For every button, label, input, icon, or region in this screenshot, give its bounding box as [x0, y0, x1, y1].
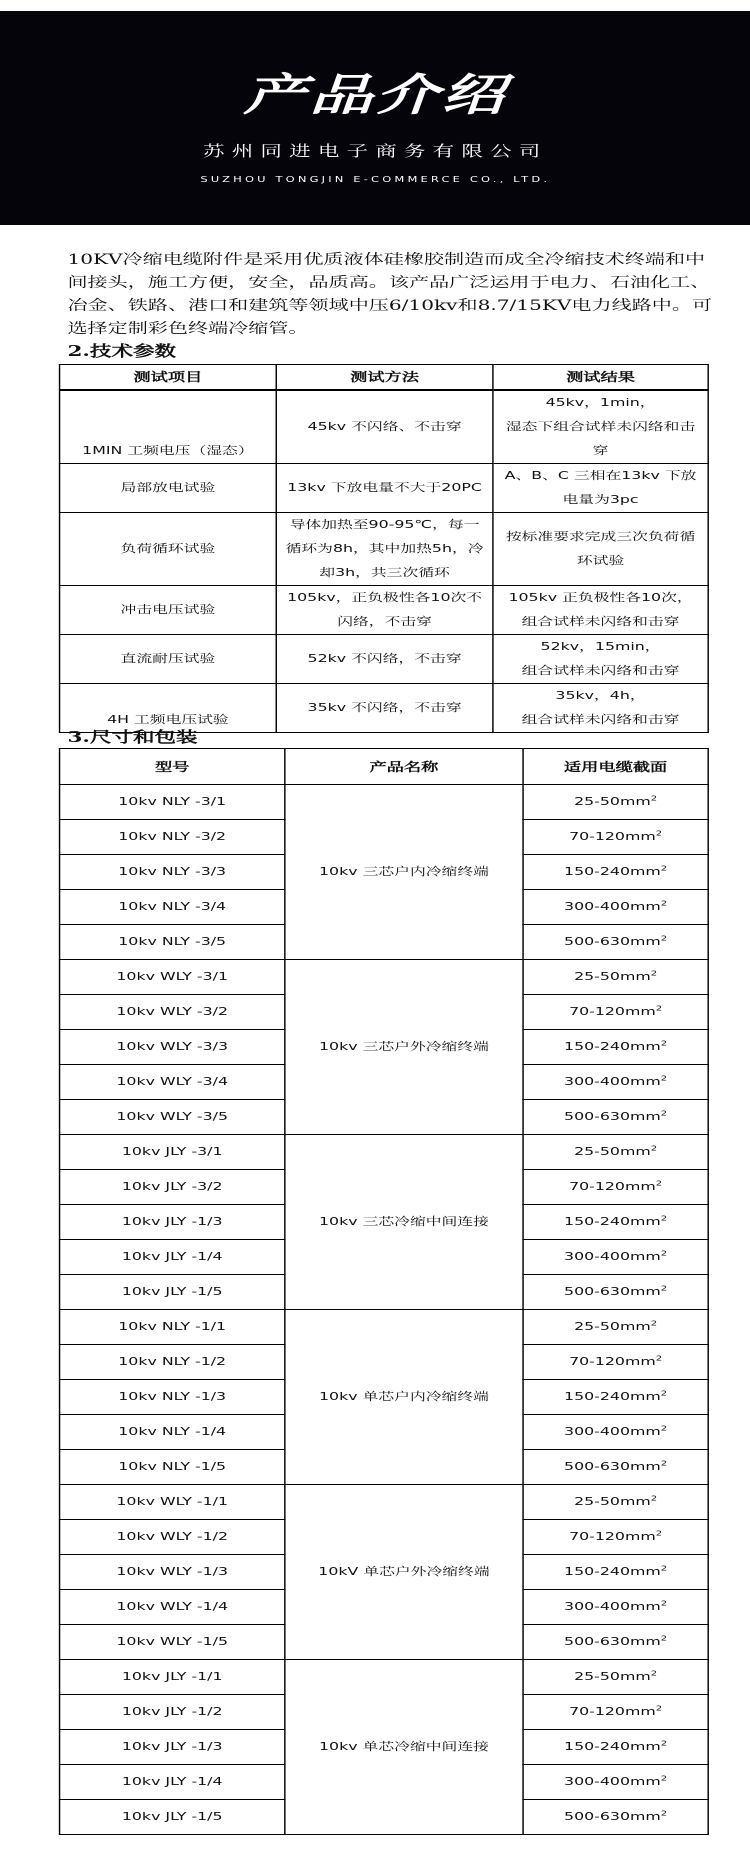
table-row — [60, 390, 709, 464]
model-cell: 10kv NLY -1/3 — [60, 1380, 285, 1415]
hero-title: 产品介绍 — [243, 70, 508, 121]
cable-section-cell — [523, 1135, 708, 1170]
cable-section-value: 500-630mm — [564, 935, 661, 948]
model-cell: 10kv NLY -1/4 — [60, 1415, 285, 1450]
cable-section-cell — [523, 1240, 708, 1275]
table-cell: 45kv 不闪络、不击穿 — [276, 390, 493, 464]
model-cell: 10kv WLY -3/4 — [60, 1065, 285, 1100]
model-cell: 10kv NLY -3/3 — [60, 855, 285, 890]
product-name-cell: 10kV 单芯户外冷缩终端 — [285, 1485, 523, 1660]
cable-section-cell — [523, 1730, 708, 1765]
model-cell: 10kv JLY -3/1 — [60, 1135, 285, 1170]
cable-section-cell — [523, 820, 708, 855]
unit-superscript: 2 — [650, 1144, 658, 1153]
cable-section-value: 500-630mm — [564, 1635, 661, 1648]
section-title-dimensions: 3.尺寸和包装 — [67, 728, 198, 746]
model-cell: 10kv JLY -1/3 — [60, 1205, 285, 1240]
table-header: 产品名称 — [285, 749, 523, 785]
unit-superscript: 2 — [660, 1599, 668, 1608]
cable-section-value: 150-240mm — [564, 1040, 661, 1053]
table-row — [60, 960, 709, 995]
model-cell: 10kv JLY -1/2 — [60, 1695, 285, 1730]
table-header: 测试方法 — [276, 365, 493, 391]
table-cell: 35kv 不闪络，不击穿 — [276, 684, 493, 733]
table-cell: 45kv，1min， 湿态下组合试样未闪络和击穿 — [493, 390, 708, 464]
model-cell: 10kv NLY -3/2 — [60, 820, 285, 855]
cable-section-cell — [523, 1520, 708, 1555]
cable-section-cell — [523, 785, 708, 820]
cable-section-value: 150-240mm — [564, 1565, 661, 1578]
unit-superscript: 2 — [660, 1284, 668, 1293]
cable-section-cell — [523, 1310, 708, 1345]
cable-section-cell — [523, 1625, 708, 1660]
unit-superscript: 2 — [660, 1459, 668, 1468]
model-cell: 10kv JLY -1/3 — [60, 1730, 285, 1765]
cable-section-cell — [523, 1030, 708, 1065]
unit-superscript: 2 — [660, 934, 668, 943]
unit-superscript: 2 — [660, 1809, 668, 1818]
product-name-cell: 10kv 单芯冷缩中间连接 — [285, 1660, 523, 1835]
cable-section-cell — [523, 1800, 708, 1835]
unit-superscript: 2 — [660, 864, 668, 873]
table-row — [60, 785, 709, 820]
unit-superscript: 2 — [660, 1564, 668, 1573]
unit-superscript: 2 — [660, 1424, 668, 1433]
cable-section-value: 25-50mm — [574, 1670, 651, 1683]
table-cell: 局部放电试验 — [60, 464, 277, 513]
product-name-cell: 10kv 三芯户外冷缩终端 — [285, 960, 523, 1135]
table-header: 适用电缆截面 — [523, 749, 708, 785]
unit-superscript: 2 — [655, 829, 663, 838]
cable-section-value: 70-120mm — [569, 1180, 656, 1193]
unit-superscript: 2 — [660, 1389, 668, 1398]
cable-section-value: 70-120mm — [569, 1530, 656, 1543]
model-cell: 10kv WLY -3/1 — [60, 960, 285, 995]
cable-section-value: 25-50mm — [574, 1320, 651, 1333]
cable-section-value: 150-240mm — [564, 1215, 661, 1228]
model-cell: 10kv WLY -1/2 — [60, 1520, 285, 1555]
model-cell: 10kv NLY -1/2 — [60, 1345, 285, 1380]
cable-section-cell — [523, 1485, 708, 1520]
model-cell: 10kv WLY -1/3 — [60, 1555, 285, 1590]
cable-section-cell — [523, 1100, 708, 1135]
model-cell: 10kv JLY -1/5 — [60, 1800, 285, 1835]
cable-section-cell — [523, 1345, 708, 1380]
intro-paragraph: 10KV冷缩电缆附件是采用优质液体硅橡胶制造而成全冷缩技术终端和中间接头，施工方便，安全，品质高。该产品广泛运用于电力、石油化工、冶金、铁路、港口和建筑等领域中压6/10kv和8.7/15KV电力线路中。可选择定制彩色终端冷缩管。 — [67, 252, 713, 337]
table-header: 型号 — [60, 749, 285, 785]
table-cell: 直流耐压试验 — [60, 635, 277, 684]
table-row — [60, 684, 709, 733]
cable-section-value: 300-400mm — [564, 900, 661, 913]
table-cell: A、B、C 三相在13kv 下放电量为3pc — [493, 464, 708, 513]
unit-superscript: 2 — [660, 1039, 668, 1048]
cable-section-value: 70-120mm — [569, 1705, 656, 1718]
unit-superscript: 2 — [650, 794, 658, 803]
cable-section-cell — [523, 995, 708, 1030]
table-cell: 105kv，正负极性各10次不闪络，不击穿 — [276, 586, 493, 635]
model-cell: 10kv WLY -3/3 — [60, 1030, 285, 1065]
cable-section-value: 500-630mm — [564, 1110, 661, 1123]
table-row — [60, 1135, 709, 1170]
model-cell: 10kv JLY -3/2 — [60, 1170, 285, 1205]
table-row — [60, 586, 709, 635]
model-cell: 10kv WLY -1/5 — [60, 1625, 285, 1660]
table-header: 测试项目 — [60, 365, 277, 391]
cable-section-cell — [523, 1415, 708, 1450]
cable-section-cell — [523, 855, 708, 890]
company-name-en: SUZHOU TONGJIN E-COMMERCE CO., LTD. — [200, 175, 551, 184]
model-cell: 10kv WLY -1/1 — [60, 1485, 285, 1520]
cable-section-value: 150-240mm — [564, 865, 661, 878]
unit-superscript: 2 — [650, 1669, 658, 1678]
cable-section-cell — [523, 1450, 708, 1485]
unit-superscript: 2 — [655, 1179, 663, 1188]
unit-superscript: 2 — [655, 1354, 663, 1363]
cable-section-value: 150-240mm — [564, 1740, 661, 1753]
cable-section-cell — [523, 1590, 708, 1625]
cable-section-value: 300-400mm — [564, 1250, 661, 1263]
unit-superscript: 2 — [660, 1109, 668, 1118]
unit-superscript: 2 — [655, 1704, 663, 1713]
model-cell: 10kv NLY -3/4 — [60, 890, 285, 925]
cable-section-cell — [523, 1695, 708, 1730]
cable-section-value: 300-400mm — [564, 1425, 661, 1438]
unit-superscript: 2 — [660, 1214, 668, 1223]
model-cell: 10kv NLY -3/1 — [60, 785, 285, 820]
table-cell: 导体加热至90-95℃，每一循环为8h，其中加热5h，冷却3h，共三次循环 — [276, 513, 493, 586]
cable-section-value: 25-50mm — [574, 795, 651, 808]
unit-superscript: 2 — [660, 1774, 668, 1783]
cable-section-value: 70-120mm — [569, 1355, 656, 1368]
company-name: 苏州同进电子商务有限公司 — [203, 142, 548, 160]
product-name-cell: 10kv 三芯户内冷缩终端 — [285, 785, 523, 960]
cable-section-cell — [523, 1380, 708, 1415]
table-cell: 52kv，15min， 组合试样未闪络和击穿 — [493, 635, 708, 684]
cable-section-value: 300-400mm — [564, 1075, 661, 1088]
cable-section-cell — [523, 1065, 708, 1100]
unit-superscript: 2 — [650, 1319, 658, 1328]
hero-banner — [0, 11, 750, 225]
section-title-specs: 2.技术参数 — [67, 342, 177, 360]
table-row — [60, 464, 709, 513]
table-cell: 冲击电压试验 — [60, 586, 277, 635]
table-cell: 按标准要求完成三次负荷循环试验 — [493, 513, 708, 586]
model-cell: 10kv WLY -1/4 — [60, 1590, 285, 1625]
specs-table — [59, 364, 709, 733]
model-cell: 10kv WLY -3/2 — [60, 995, 285, 1030]
cable-section-value: 70-120mm — [569, 830, 656, 843]
table-row — [60, 513, 709, 586]
cable-section-cell — [523, 1555, 708, 1590]
cable-section-value: 25-50mm — [574, 970, 651, 983]
product-name-cell: 10kv 三芯冷缩中间连接 — [285, 1135, 523, 1310]
model-cell: 10kv NLY -1/1 — [60, 1310, 285, 1345]
table-cell: 4H 工频电压试验 — [60, 684, 277, 733]
cable-section-value: 500-630mm — [564, 1810, 661, 1823]
dimensions-table — [59, 748, 709, 1835]
cable-section-cell — [523, 1275, 708, 1310]
cable-section-value: 25-50mm — [574, 1495, 651, 1508]
table-cell: 52kv 不闪络，不击穿 — [276, 635, 493, 684]
table-row — [60, 1660, 709, 1695]
cable-section-value: 300-400mm — [564, 1775, 661, 1788]
table-row — [60, 1310, 709, 1345]
model-cell: 10kv JLY -1/1 — [60, 1660, 285, 1695]
table-cell: 105kv 正负极性各10次， 组合试样未闪络和击穿 — [493, 586, 708, 635]
table-cell: 35kv，4h， 组合试样未闪络和击穿 — [493, 684, 708, 733]
cable-section-cell — [523, 925, 708, 960]
model-cell: 10kv JLY -1/5 — [60, 1275, 285, 1310]
unit-superscript: 2 — [650, 1494, 658, 1503]
cable-section-cell — [523, 1765, 708, 1800]
cable-section-value: 150-240mm — [564, 1390, 661, 1403]
table-header: 测试结果 — [493, 365, 708, 391]
table-row — [60, 1485, 709, 1520]
cable-section-value: 500-630mm — [564, 1285, 661, 1298]
model-cell: 10kv JLY -1/4 — [60, 1765, 285, 1800]
unit-superscript: 2 — [655, 1529, 663, 1538]
unit-superscript: 2 — [660, 1074, 668, 1083]
unit-superscript: 2 — [660, 1739, 668, 1748]
table-cell: 1MIN 工频电压（湿态） — [60, 390, 277, 464]
cable-section-cell — [523, 1660, 708, 1695]
product-name-cell: 10kv 单芯户内冷缩终端 — [285, 1310, 523, 1485]
cable-section-value: 300-400mm — [564, 1600, 661, 1613]
cable-section-cell — [523, 890, 708, 925]
cable-section-cell — [523, 960, 708, 995]
cable-section-value: 25-50mm — [574, 1145, 651, 1158]
table-row — [60, 635, 709, 684]
model-cell: 10kv NLY -3/5 — [60, 925, 285, 960]
table-cell: 13kv 下放电量不大于20PC — [276, 464, 493, 513]
cable-section-value: 500-630mm — [564, 1460, 661, 1473]
unit-superscript: 2 — [655, 1004, 663, 1013]
cable-section-value: 70-120mm — [569, 1005, 656, 1018]
model-cell: 10kv JLY -1/4 — [60, 1240, 285, 1275]
cable-section-cell — [523, 1205, 708, 1240]
unit-superscript: 2 — [660, 1249, 668, 1258]
model-cell: 10kv NLY -1/5 — [60, 1450, 285, 1485]
unit-superscript: 2 — [660, 1634, 668, 1643]
unit-superscript: 2 — [660, 899, 668, 908]
model-cell: 10kv WLY -3/5 — [60, 1100, 285, 1135]
unit-superscript: 2 — [650, 969, 658, 978]
table-cell: 负荷循环试验 — [60, 513, 277, 586]
cable-section-cell — [523, 1170, 708, 1205]
